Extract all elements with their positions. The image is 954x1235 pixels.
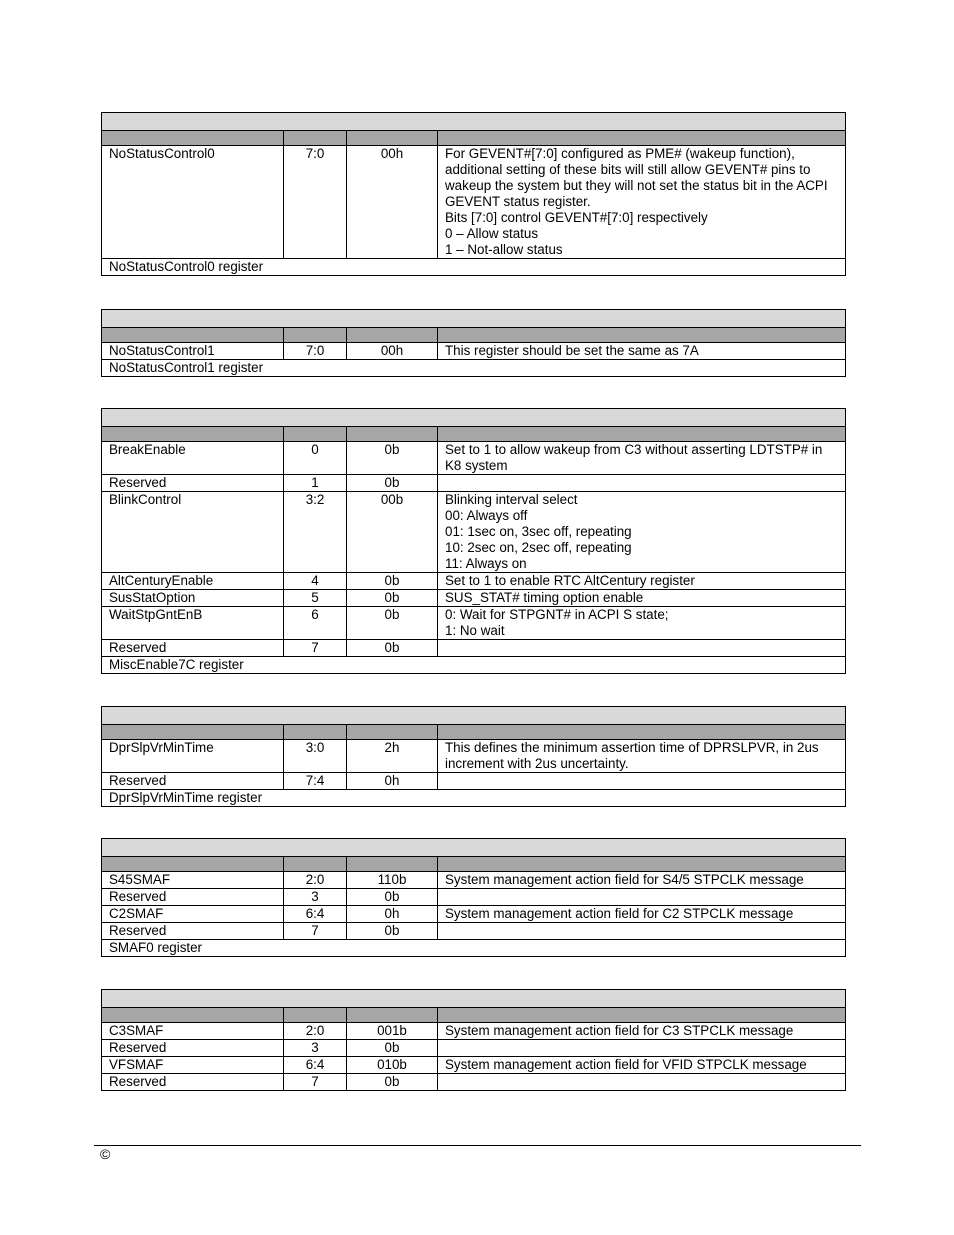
default-value-cell: 0b <box>347 1074 438 1091</box>
bits-cell: 6:4 <box>284 906 347 923</box>
bits-cell: 3 <box>284 1040 347 1057</box>
default-value-cell: 0b <box>347 607 438 640</box>
bits-cell: 6:4 <box>284 1057 347 1074</box>
table-row <box>102 872 846 889</box>
description-line: This defines the minimum assertion time of DPRSLPVR, in 2us increment with 2us uncertainty. <box>445 740 819 771</box>
default-value-cell: 110b <box>347 872 438 889</box>
table-row <box>102 773 846 790</box>
description-line: SUS_STAT# timing option enable <box>445 590 644 605</box>
register-caption: SMAF0 register <box>102 940 846 957</box>
description-cell <box>438 343 846 360</box>
bits-cell: 2:0 <box>284 872 347 889</box>
default-value-cell: 0b <box>347 1040 438 1057</box>
table-row <box>102 442 846 475</box>
description-line: 1 – Not-allow status <box>445 242 563 257</box>
description-line: 00: Always off <box>445 508 528 523</box>
default-value-cell: 0h <box>347 773 438 790</box>
table-footer-row <box>102 790 846 807</box>
description-cell <box>438 573 846 590</box>
default-value-cell: 00h <box>347 343 438 360</box>
table-title-bar <box>102 839 846 857</box>
field-name-cell: DprSlpVrMinTime <box>102 740 284 773</box>
bits-cell: 3:0 <box>284 740 347 773</box>
default-value-cell: 0b <box>347 573 438 590</box>
description-cell <box>438 1074 846 1091</box>
field-name-cell: Reserved <box>102 1074 284 1091</box>
description-line: For GEVENT#[7:0] configured as PME# (wakeup function), additional setting of these bits will still allow GEVENT# pins to wakeup the system but they will not set the status bit in the ACPI GEVENT status register. <box>445 146 828 209</box>
description-cell <box>438 740 846 773</box>
table-title-bar <box>102 990 846 1008</box>
description-line: 01: 1sec on, 3sec off, repeating <box>445 524 632 539</box>
bits-cell: 7 <box>284 640 347 657</box>
table-footer-row <box>102 259 846 276</box>
bits-cell: 3 <box>284 889 347 906</box>
bits-cell: 0 <box>284 442 347 475</box>
description-cell <box>438 475 846 492</box>
description-line: System management action field for VFID STPCLK message <box>445 1057 807 1072</box>
description-cell <box>438 773 846 790</box>
table-row <box>102 146 846 259</box>
table-row <box>102 1057 846 1074</box>
default-value-cell: 0b <box>347 475 438 492</box>
table-row <box>102 492 846 573</box>
description-cell <box>438 146 846 259</box>
field-name-cell: Reserved <box>102 1040 284 1057</box>
table-title-bar <box>102 113 846 131</box>
description-cell <box>438 442 846 475</box>
default-value-cell: 0b <box>347 640 438 657</box>
bits-cell: 5 <box>284 590 347 607</box>
register-table <box>101 408 846 674</box>
field-name-cell: Reserved <box>102 923 284 940</box>
description-line: 10: 2sec on, 2sec off, repeating <box>445 540 632 555</box>
field-name-cell: SusStatOption <box>102 590 284 607</box>
default-value-cell: 2h <box>347 740 438 773</box>
field-name-cell: WaitStpGntEnB <box>102 607 284 640</box>
bits-cell: 7:0 <box>284 146 347 259</box>
register-caption: NoStatusControl0 register <box>102 259 846 276</box>
field-name-cell: NoStatusControl0 <box>102 146 284 259</box>
table-row <box>102 889 846 906</box>
table-footer-row <box>102 657 846 674</box>
field-name-cell: BreakEnable <box>102 442 284 475</box>
table-row <box>102 1074 846 1091</box>
description-cell <box>438 492 846 573</box>
table-row <box>102 1023 846 1040</box>
description-line: 11: Always on <box>445 556 527 571</box>
bits-cell: 7 <box>284 1074 347 1091</box>
footer-rule <box>94 1145 861 1146</box>
description-cell <box>438 607 846 640</box>
field-name-cell: Reserved <box>102 475 284 492</box>
register-caption: MiscEnable7C register <box>102 657 846 674</box>
table-row <box>102 640 846 657</box>
bits-cell: 7:4 <box>284 773 347 790</box>
bits-cell: 7 <box>284 923 347 940</box>
default-value-cell: 010b <box>347 1057 438 1074</box>
table-header-row <box>102 725 846 740</box>
field-name-cell: AltCenturyEnable <box>102 573 284 590</box>
description-cell <box>438 640 846 657</box>
table-header-row <box>102 857 846 872</box>
description-line: 0 – Allow status <box>445 226 539 241</box>
bits-cell: 6 <box>284 607 347 640</box>
default-value-cell: 0b <box>347 590 438 607</box>
table-header-row <box>102 131 846 146</box>
default-value-cell: 0b <box>347 889 438 906</box>
default-value-cell: 001b <box>347 1023 438 1040</box>
table-footer-row <box>102 940 846 957</box>
field-name-cell: Reserved <box>102 773 284 790</box>
description-cell <box>438 1040 846 1057</box>
table-header-row <box>102 328 846 343</box>
field-name-cell: C3SMAF <box>102 1023 284 1040</box>
description-line: 1: No wait <box>445 623 505 638</box>
description-cell <box>438 906 846 923</box>
table-header-row <box>102 427 846 442</box>
field-name-cell: VFSMAF <box>102 1057 284 1074</box>
description-line: Set to 1 to allow wakeup from C3 without asserting LDTSTP# in K8 system <box>445 442 823 473</box>
bits-cell: 4 <box>284 573 347 590</box>
table-title-bar <box>102 310 846 328</box>
field-name-cell: NoStatusControl1 <box>102 343 284 360</box>
register-table <box>101 112 846 276</box>
table-row <box>102 740 846 773</box>
table-title-bar <box>102 409 846 427</box>
description-line: Blinking interval select <box>445 492 578 507</box>
bits-cell: 3:2 <box>284 492 347 573</box>
register-caption: NoStatusControl1 register <box>102 360 846 377</box>
description-line: 0: Wait for STPGNT# in ACPI S state; <box>445 607 669 622</box>
bits-cell: 1 <box>284 475 347 492</box>
table-row <box>102 906 846 923</box>
default-value-cell: 00b <box>347 492 438 573</box>
description-cell <box>438 923 846 940</box>
description-cell <box>438 1057 846 1074</box>
default-value-cell: 00h <box>347 146 438 259</box>
register-table <box>101 309 846 377</box>
description-line: System management action field for C2 STPCLK message <box>445 906 794 921</box>
copyright-symbol: © <box>100 1146 111 1162</box>
table-row <box>102 573 846 590</box>
description-cell <box>438 872 846 889</box>
field-name-cell: Reserved <box>102 889 284 906</box>
table-footer-row <box>102 360 846 377</box>
bits-cell: 2:0 <box>284 1023 347 1040</box>
table-row <box>102 923 846 940</box>
table-row <box>102 607 846 640</box>
bits-cell: 7:0 <box>284 343 347 360</box>
register-caption: DprSlpVrMinTime register <box>102 790 846 807</box>
default-value-cell: 0h <box>347 906 438 923</box>
table-title-bar <box>102 707 846 725</box>
description-line: Bits [7:0] control GEVENT#[7:0] respectively <box>445 210 708 225</box>
register-table <box>101 989 846 1091</box>
description-line: This register should be set the same as 7A <box>445 343 699 358</box>
register-table <box>101 706 846 807</box>
table-row <box>102 590 846 607</box>
table-row <box>102 1040 846 1057</box>
description-line: Set to 1 to enable RTC AltCentury register <box>445 573 695 588</box>
description-cell <box>438 1023 846 1040</box>
default-value-cell: 0b <box>347 442 438 475</box>
table-row <box>102 475 846 492</box>
table-row <box>102 343 846 360</box>
field-name-cell: C2SMAF <box>102 906 284 923</box>
default-value-cell: 0b <box>347 923 438 940</box>
field-name-cell: S45SMAF <box>102 872 284 889</box>
description-line: System management action field for S4/5 STPCLK message <box>445 872 804 887</box>
description-cell <box>438 590 846 607</box>
description-cell <box>438 889 846 906</box>
register-table <box>101 838 846 957</box>
field-name-cell: BlinkControl <box>102 492 284 573</box>
description-line: System management action field for C3 STPCLK message <box>445 1023 794 1038</box>
table-header-row <box>102 1008 846 1023</box>
field-name-cell: Reserved <box>102 640 284 657</box>
